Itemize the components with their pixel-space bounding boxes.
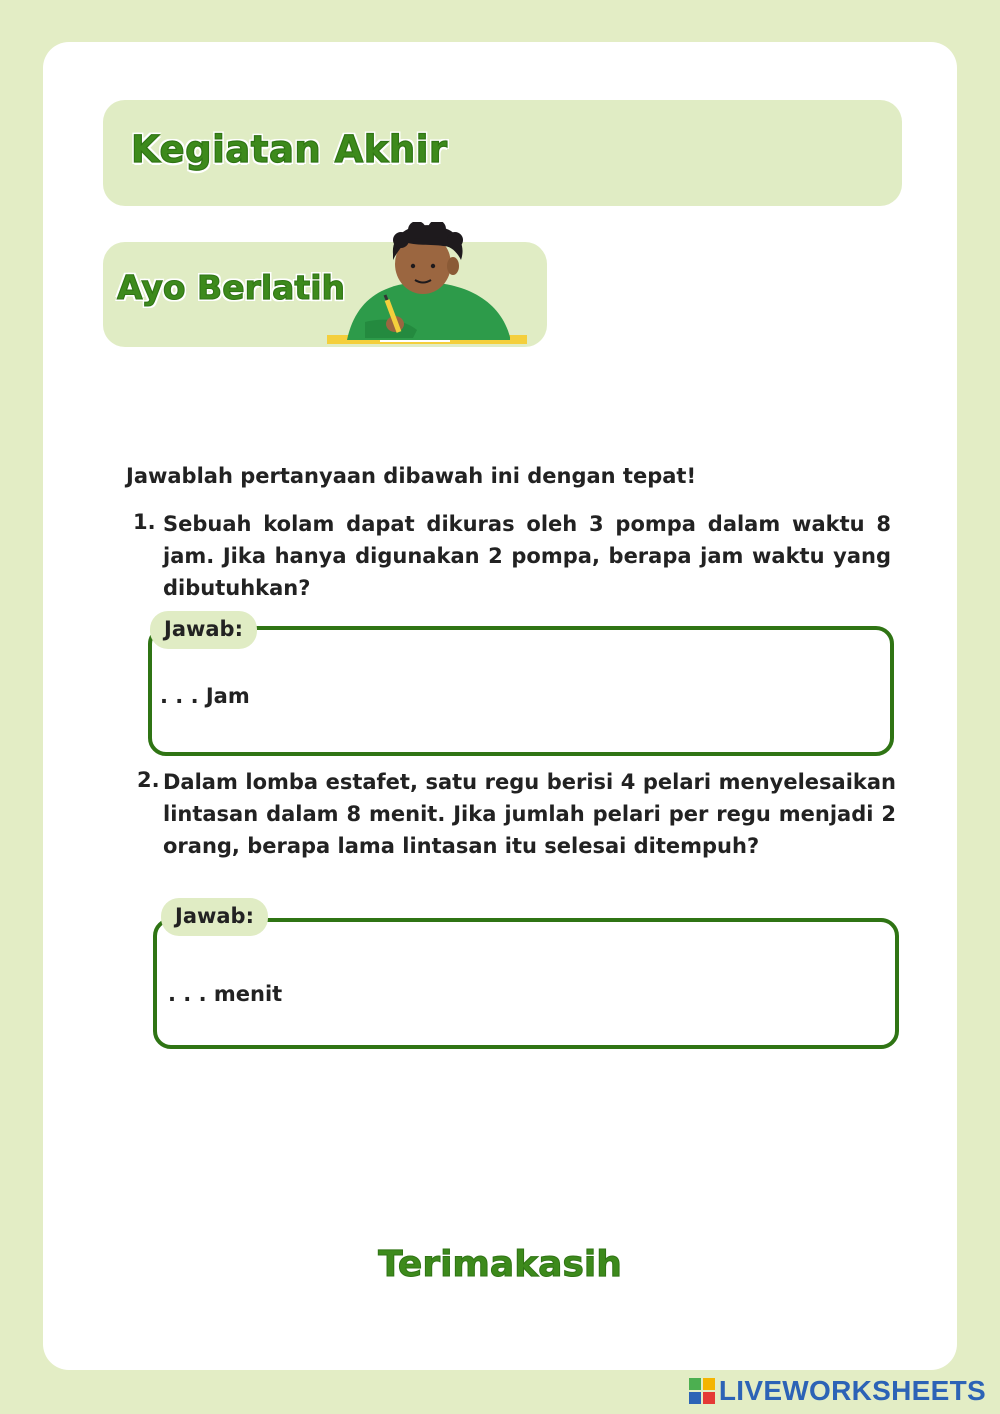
answer-box[interactable] [148,626,894,756]
student-writing-illustration [325,222,535,350]
answer-label: Jawab: [161,898,268,936]
liveworksheets-brand[interactable] [689,1374,986,1408]
page-title: Kegiatan Akhir [131,128,448,171]
closing-text: Terimakasih [378,1244,622,1285]
section-title: Ayo Berlatih [117,268,346,307]
brand-name: LIVEWORKSHEETS [718,1375,986,1406]
question-text: Sebuah kolam dapat dikuras oleh 3 pompa dalam waktu 8 jam. Jika hanya digunakan 2 pompa, berapa jam waktu yang dibutuhkan? [163,512,891,600]
instruction-text: Jawablah pertanyaan dibawah ini dengan tepat! [126,464,697,488]
liveworksheets-logo-icon [689,1378,715,1404]
answer-input[interactable]: . . . menit [168,982,283,1006]
question-number: 1. [133,510,156,534]
question-number: 2. [137,768,160,792]
question-text: Dalam lomba estafet, satu regu berisi 4 pelari menyelesaikan lintasan dalam 8 menit. Jika jumlah pelari per regu menjadi 2 orang, berapa lama lintasan itu selesai ditempuh? [163,770,896,858]
answer-input[interactable]: . . . Jam [160,684,250,708]
answer-label: Jawab: [150,611,257,649]
